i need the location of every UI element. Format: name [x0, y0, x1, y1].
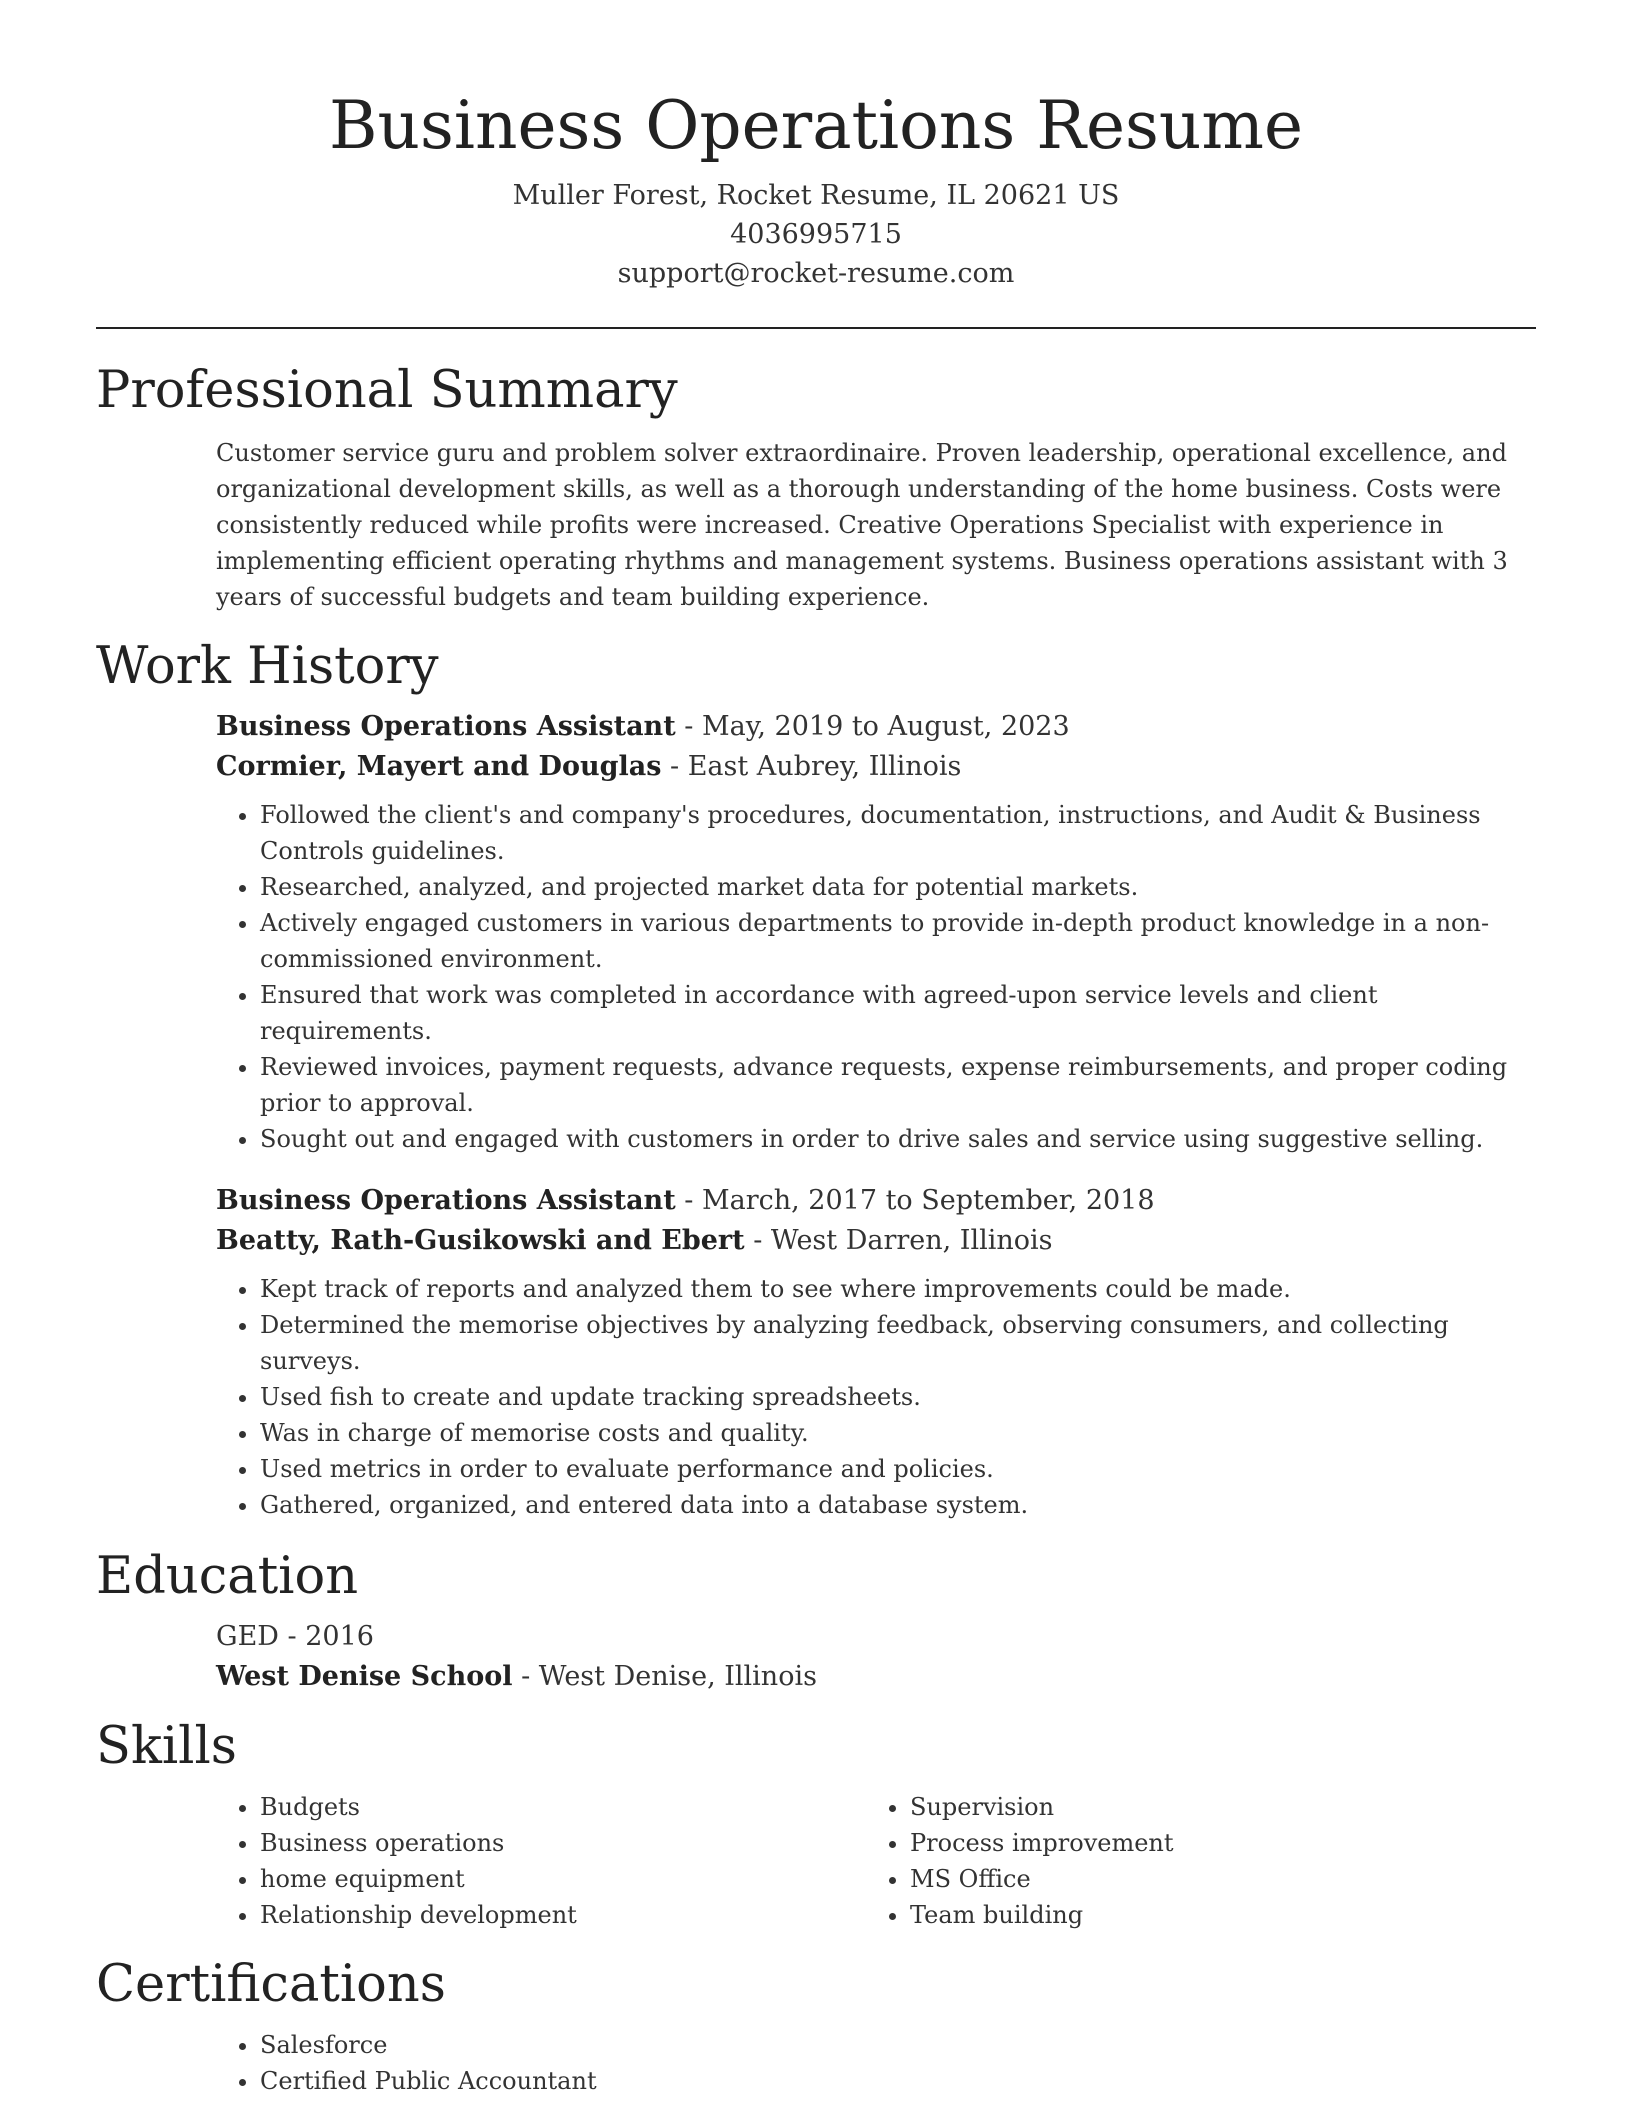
summary-text: Customer service guru and problem solver extraordinaire. Proven leadership, operational excellence, and organizational development skills, as well as a thorough understanding of the home business. Costs were consistently reduced while profits were increased. Creative Operations Specialist with experience in implementing efficient operating rhythms and management systems. Business operations assistant with 3 years of successful budgets and team building experience.: [216, 439, 1508, 611]
job-location: - West Darren, Illinois: [744, 1225, 1053, 1256]
certifications-body: [216, 2027, 1536, 2099]
job-company-line: [216, 747, 1536, 787]
education-heading: Education: [96, 1547, 359, 1606]
certifications-heading: Certifications: [96, 1955, 446, 2014]
education-section: [96, 1545, 1536, 1697]
skills-body: [216, 1789, 1536, 1933]
skills-section: [96, 1715, 1536, 1933]
job-bullets: [216, 1271, 1536, 1523]
header-divider: [96, 327, 1536, 329]
education-school-line: [216, 1657, 1536, 1697]
job-bullet: • Was in charge of memorise costs and quality.: [260, 1415, 1536, 1451]
skill-item: • Budgets: [260, 1789, 866, 1825]
skill-item: • Supervision: [910, 1789, 1536, 1825]
work-history-body: [216, 707, 1536, 1523]
contact-phone: 4036995715: [730, 219, 902, 250]
job-title-line: [216, 707, 1536, 747]
job-dates: - March, 2017 to September, 2018: [675, 1185, 1155, 1216]
skill-item: • Relationship development: [260, 1897, 866, 1933]
work-history-section: [96, 635, 1536, 1523]
skill-item: • home equipment: [260, 1861, 866, 1897]
job-entry: [216, 1181, 1536, 1523]
job-title: Business Operations Assistant: [216, 711, 676, 742]
skill-item: • Process improvement: [910, 1825, 1536, 1861]
job-bullet: • Used metrics in order to evaluate performance and policies.: [260, 1451, 1536, 1487]
skills-list-right: [866, 1789, 1536, 1933]
certification-item: • Certified Public Accountant: [260, 2063, 1536, 2099]
skill-item: • Team building: [910, 1897, 1536, 1933]
summary-body: [216, 435, 1536, 615]
job-bullet: • Kept track of reports and analyzed them to see where improvements could be made.: [260, 1271, 1536, 1307]
summary-heading: Professional Summary: [96, 361, 678, 420]
skill-item: • Business operations: [260, 1825, 866, 1861]
resume-title: Business Operations Resume: [328, 87, 1304, 164]
education-school: West Denise School: [216, 1661, 513, 1692]
work-history-heading: Work History: [96, 637, 439, 696]
skills-grid: [216, 1789, 1536, 1933]
job-title-line: [216, 1181, 1536, 1221]
job-entry: [216, 707, 1536, 1157]
education-location: - West Denise, Illinois: [512, 1661, 817, 1692]
summary-section: [96, 359, 1536, 615]
job-bullet: • Determined the memorise objectives by analyzing feedback, observing consumers, and collecting surveys.: [260, 1307, 1536, 1379]
contact-block: [96, 176, 1536, 293]
certifications-section: [96, 1953, 1536, 2099]
job-title: Business Operations Assistant: [216, 1185, 676, 1216]
skill-item: • MS Office: [910, 1861, 1536, 1897]
education-degree: GED - 2016: [216, 1621, 374, 1652]
job-bullet: • Sought out and engaged with customers in order to drive sales and service using suggestive selling.: [260, 1121, 1536, 1157]
job-bullet: • Used fish to create and update tracking spreadsheets.: [260, 1379, 1536, 1415]
education-body: [216, 1617, 1536, 1697]
job-company: Cormier, Mayert and Douglas: [216, 751, 662, 782]
job-bullet: • Followed the client's and company's procedures, documentation, instructions, and Audit & Business Controls guidelines.: [260, 797, 1536, 869]
job-bullets: [216, 797, 1536, 1157]
job-company-line: [216, 1221, 1536, 1261]
skills-list-left: [216, 1789, 866, 1933]
resume-header: [96, 0, 1536, 293]
job-dates: - May, 2019 to August, 2023: [675, 711, 1070, 742]
job-company: Beatty, Rath-Gusikowski and Ebert: [216, 1225, 745, 1256]
job-bullet: • Researched, analyzed, and projected market data for potential markets.: [260, 869, 1536, 905]
contact-email: support@rocket-resume.com: [617, 258, 1015, 289]
job-bullet: • Actively engaged customers in various departments to provide in-depth product knowledge in a non-commissioned environment.: [260, 905, 1536, 977]
certification-item: • Salesforce: [260, 2027, 1536, 2063]
contact-address: Muller Forest, Rocket Resume, IL 20621 US: [512, 180, 1120, 211]
skills-heading: Skills: [96, 1717, 237, 1776]
job-location: - East Aubrey, Illinois: [661, 751, 962, 782]
job-bullet: • Ensured that work was completed in accordance with agreed-upon service levels and client requirements.: [260, 977, 1536, 1049]
certifications-list: [216, 2027, 1536, 2099]
job-bullet: • Reviewed invoices, payment requests, advance requests, expense reimbursements, and proper coding prior to approval.: [260, 1049, 1536, 1121]
job-bullet: • Gathered, organized, and entered data into a database system.: [260, 1487, 1536, 1523]
